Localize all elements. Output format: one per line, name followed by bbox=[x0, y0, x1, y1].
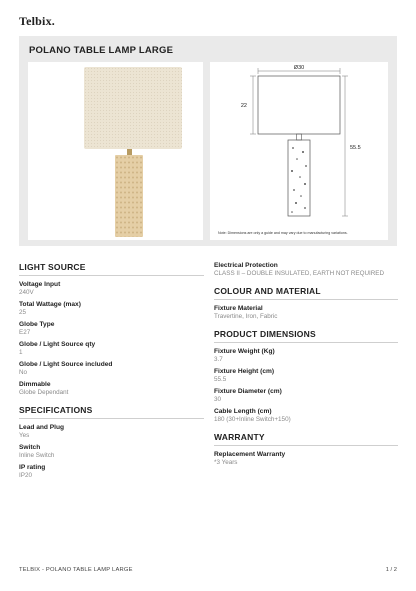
spec-replacement-warranty: Replacement Warranty *3 Years bbox=[214, 451, 286, 466]
spec-cable-length: Cable Length (cm) 180 (30+Inline Switch+150) bbox=[214, 408, 291, 423]
spec-dimmable: Dimmable Globe Dependant bbox=[19, 381, 69, 396]
brand-logo: Telbix. bbox=[19, 14, 55, 28]
spec-ip-rating: IP rating IP20 bbox=[19, 464, 46, 479]
spec-total-wattage: Total Wattage (max) 25 bbox=[19, 301, 81, 316]
colour-material-title: COLOUR AND MATERIAL bbox=[214, 286, 398, 300]
lamp-base bbox=[115, 155, 143, 237]
spec-globe-qty: Globe / Light Source qty 1 bbox=[19, 341, 96, 356]
drawing-base-speckles bbox=[291, 147, 307, 213]
spec-electrical-protection: Electrical Protection CLASS II – DOUBLE INSULATED, EARTH NOT REQUIRED bbox=[214, 262, 385, 277]
spec-lead-and-plug: Lead and Plug Yes bbox=[19, 424, 65, 439]
product-photo bbox=[28, 62, 203, 240]
right-column bbox=[214, 262, 398, 471]
drawing-base bbox=[288, 140, 310, 216]
drawing-stem bbox=[297, 134, 302, 140]
warranty-title: WARRANTY bbox=[214, 432, 398, 446]
spec-fixture-diameter: Fixture Diameter (cm) 30 bbox=[214, 388, 282, 403]
light-source-specs bbox=[19, 281, 204, 397]
spec-globe-included: Globe / Light Source included No bbox=[19, 361, 113, 376]
spec-globe-type: Globe Type E27 bbox=[19, 321, 55, 336]
spec-switch: Switch Inline Switch bbox=[19, 444, 55, 459]
drawing-note: Note: Dimensions are only a guide and may vary due to manufacturing variations. bbox=[218, 231, 348, 235]
product-hero bbox=[19, 36, 397, 246]
spec-fixture-material: Fixture Material Travertine, Iron, Fabric bbox=[214, 305, 278, 320]
product-title: POLANO TABLE LAMP LARGE bbox=[29, 45, 174, 56]
total-height-dimension-label: 55.5 bbox=[350, 145, 361, 151]
light-source-title: LIGHT SOURCE bbox=[19, 262, 204, 276]
specifications-title: SPECIFICATIONS bbox=[19, 405, 204, 419]
lamp-shade bbox=[84, 67, 182, 149]
left-column bbox=[19, 262, 204, 484]
product-dimensions-title: PRODUCT DIMENSIONS bbox=[214, 329, 398, 343]
width-dimension-label: Ø30 bbox=[293, 65, 305, 71]
shade-height-dimension-label: 22 bbox=[240, 103, 247, 109]
dimension-drawing bbox=[210, 62, 388, 240]
footer-page-number: 1 / 2 bbox=[385, 567, 397, 573]
drawing-shade-outline bbox=[258, 76, 340, 134]
specifications-specs bbox=[19, 424, 204, 480]
spec-fixture-height: Fixture Height (cm) 55.5 bbox=[214, 368, 275, 383]
spec-voltage-input: Voltage Input 240V bbox=[19, 281, 61, 296]
dimension-drawing-svg bbox=[210, 62, 388, 240]
footer-document-title: TELBIX - POLANO TABLE LAMP LARGE bbox=[19, 567, 133, 573]
spec-fixture-weight: Fixture Weight (Kg) 3.7 bbox=[214, 348, 275, 363]
